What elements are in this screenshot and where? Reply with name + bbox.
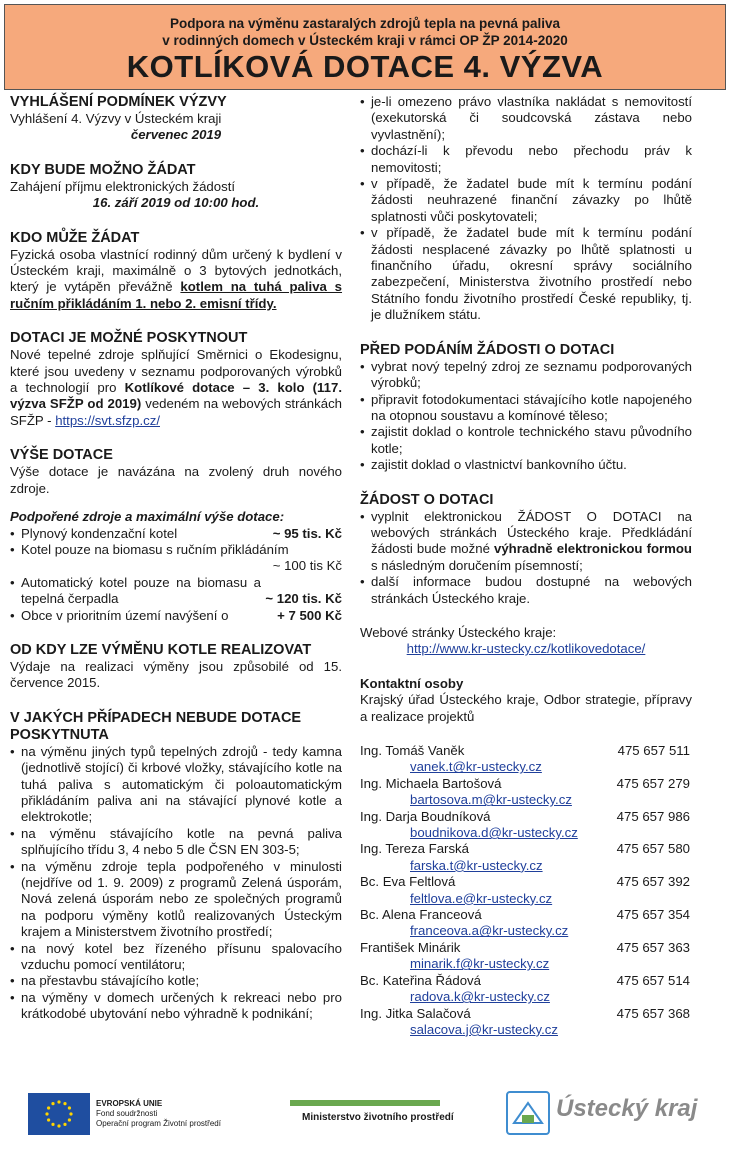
eu-line: EVROPSKÁ UNIE <box>96 1099 163 1108</box>
item-amount: ~ 100 tis Kč <box>272 558 342 574</box>
exclusion-list <box>10 744 342 1023</box>
section-heading: KDY BUDE MOŽNO ŽÁDAT <box>10 161 196 178</box>
header-subtitle-1: Podpora na výměnu zastaralých zdrojů tepla na pevná paliva <box>169 16 561 31</box>
header-subtitle-2: v rodinných domech v Ústeckém kraji v rámci OP ŽP 2014-2020 <box>162 33 568 48</box>
list-item: • na výměnu zdroje tepla podpořeného v minulosti (nejdříve od 1. 9. 2009) z programů Zelená úsporám, Nová zelená úsporám nebo ze společných programů na podporu výměny kotlů realizovaných Ústeckým krajem a Ministerstvem životního prostředí; <box>10 859 342 941</box>
paragraph <box>10 347 342 429</box>
list-item <box>10 575 342 608</box>
web-label: Webové stránky Ústeckého kraje: <box>360 624 557 640</box>
ustecky-kraj-logo-icon <box>506 1091 550 1135</box>
contact-email[interactable]: radova.k@kr-ustecky.cz <box>410 989 550 1005</box>
exclusion-list-continued <box>360 94 692 324</box>
contact-phone: 475 657 368 <box>616 1005 690 1021</box>
contact-phone: 475 657 363 <box>616 939 690 955</box>
section-heading: PŘED PODÁNÍM ŽÁDOSTI O DOTACI <box>360 341 615 358</box>
header-banner <box>4 4 726 90</box>
contact-email[interactable]: vanek.t@kr-ustecky.cz <box>410 759 542 775</box>
contact-phone: 475 657 514 <box>616 972 690 988</box>
text: s následným doručením písemností; <box>371 557 583 573</box>
section-heading: ŽÁDOST O DOTACI <box>360 491 494 508</box>
left-column <box>10 94 342 1023</box>
contacts-org: Krajský úřad Ústeckého kraje, Odbor strategie, přípravy a realizace projektů <box>360 692 692 724</box>
contact-item <box>360 940 692 973</box>
list-item: • vybrat nový tepelný zdroj ze seznamu podporovaných výrobků; <box>360 359 692 392</box>
contact-email[interactable]: salacova.j@kr-ustecky.cz <box>410 1021 558 1037</box>
paragraph <box>10 247 342 313</box>
contact-name: Ing. Michaela Bartošová <box>360 775 502 791</box>
text-bold: kotlem na tuhá paliva s ručním přikládáním 1. nebo 2. emisní třídy. <box>10 279 343 311</box>
eu-logo-text <box>96 1099 221 1129</box>
contact-name: Ing. Jitka Salačová <box>360 1005 471 1021</box>
page-title: KOTLÍKOVÁ DOTACE 4. VÝZVA <box>126 49 604 84</box>
eu-line: Fond soudržnosti <box>96 1109 158 1118</box>
contact-phone: 475 657 986 <box>616 808 690 824</box>
contact-email[interactable]: feltlova.e@kr-ustecky.cz <box>410 890 553 906</box>
date: červenec 2019 <box>130 127 222 143</box>
eu-flag-icon <box>28 1093 90 1135</box>
contact-name: Bc. Kateřina Řádová <box>360 972 481 988</box>
section-heading: OD KDY LZE VÝMĚNU KOTLE REALIZOVAT <box>10 641 312 658</box>
contact-item <box>360 1006 692 1039</box>
section-heading: VÝŠE DOTACE <box>10 447 113 464</box>
list-item: • v případě, že žadatel bude mít k termínu podání žádosti nesplacené závazky po lhůtě splatnosti u finančního úřadu, okresní správy sociálního zabezpečení, Ministerstva životního prostředí nebo Státního fondu životního prostředí České republiky, tj. je dlužníkem státu. <box>360 225 692 323</box>
list-item: • zajistit doklad o kontrole technického stavu původního kotle; <box>360 424 692 457</box>
list-item: • zajistit doklad o vlastnictví bankovního účtu. <box>360 457 692 473</box>
list-item: • další informace budou dostupné na webových stránkách Ústeckého kraje. <box>360 574 692 607</box>
text: Zahájení příjmu elektronických žádostí <box>10 178 236 194</box>
contact-email[interactable]: franceova.a@kr-ustecky.cz <box>410 923 569 939</box>
footer-logos <box>0 1085 730 1145</box>
mzp-logo-bar <box>290 1100 440 1106</box>
section-heading: DOTACI JE MOŽNÉ POSKYTNOUT <box>10 330 248 347</box>
text: Výše dotace je navázána na zvolený druh nového zdroje. <box>10 464 342 496</box>
list-item: • na výměny v domech určených k rekreaci nebo pro krátkodobé ubytování nebo výhradně k podnikání; <box>10 990 342 1023</box>
list-item: • dochází-li k převodu nebo přechodu práv k nemovitosti; <box>360 143 692 176</box>
donation-list <box>10 526 342 624</box>
contact-item <box>360 874 692 907</box>
list-item <box>10 608 342 624</box>
contact-email[interactable]: boudnikova.d@kr-ustecky.cz <box>410 825 578 841</box>
text: Nové tepelné zdroje splňující Směrnici o Ekodesignu, které jsou uvedeny v seznamu podporovaných výrobků a technologií pro <box>10 347 342 396</box>
text: Fyzická osoba vlastnící rodinný dům určený k bydlení v Ústeckém kraji, maximálně o 3 bytových jednotkách, který je vytápěn převážně <box>10 246 342 295</box>
contact-name: Ing. Darja Boudníková <box>360 808 491 824</box>
contact-name: Ing. Tereza Farská <box>360 841 469 857</box>
list-item <box>360 509 692 575</box>
contact-email[interactable]: bartosova.m@kr-ustecky.cz <box>410 792 572 808</box>
item-amount: ~ 95 tis. Kč <box>272 525 342 541</box>
item-label: • Automatický kotel pouze na biomasu a tepelná čerpadla <box>21 574 261 607</box>
contacts-heading: Kontaktní osoby <box>360 675 464 691</box>
kraj-web-link[interactable]: http://www.kr-ustecky.cz/kotlikovedotace/ <box>406 641 646 657</box>
text: Výdaje na realizaci výměny jsou způsobilé od 15. července 2015. <box>10 658 342 691</box>
contact-list <box>360 743 692 1038</box>
contact-item <box>360 907 692 940</box>
item-label: • Obce v prioritním území navýšení o <box>21 607 229 623</box>
item-label: Kotel pouze na biomasu s ručním přikládáním <box>21 541 289 557</box>
subheading: Podpořené zdroje a maximální výše dotace: <box>10 509 285 525</box>
list-item <box>10 542 342 575</box>
list-item: • na výměnu jiných typů tepelných zdrojů - tedy kamna (jednotlivě stojící) či krbové vložky, stávajícího kotle na tuhá paliva s automatickým či poloautomatickým přikládáním paliva ani na stávající plynové kotle a elektrokotle; <box>10 744 342 826</box>
list-item: • na výměnu stávajícího kotle na pevná paliva splňujícího třídu 3, 4 nebo 5 dle ČSN EN 303-5; <box>10 826 342 859</box>
ustecky-kraj-logo-text: Ústecký kraj <box>556 1095 698 1122</box>
sfzp-link[interactable]: https://svt.sfzp.cz/ <box>55 412 160 428</box>
list-item: • na nový kotel bez řízeného přísunu spalovacího vzduchu pomocí ventilátoru; <box>10 941 342 974</box>
list-item <box>10 526 342 542</box>
contact-item <box>360 809 692 842</box>
contact-phone: 475 657 511 <box>617 743 690 758</box>
mzp-logo-text: Ministerstvo životního prostředí <box>302 1112 454 1123</box>
list-item: • je-li omezeno právo vlastníka nakládat s nemovitostí (exekutorská či soudcovská zástava nebo vyvlastnění); <box>360 94 692 143</box>
preparation-list <box>360 359 692 474</box>
contact-name: Bc. Eva Feltlová <box>360 874 456 890</box>
text: Vyhlášení 4. Výzvy v Ústeckém kraji <box>10 111 222 126</box>
section-heading: V JAKÝCH PŘÍPADECH NEBUDE DOTACE POSKYTNUTA <box>10 709 302 743</box>
contact-name: Bc. Alena Franceová <box>360 907 482 923</box>
text: vyplnit elektronickou ŽÁDOST O DOTACI na webových stránkách Ústeckého kraje. Předkládání žádosti bude možné <box>371 508 692 557</box>
contact-email[interactable]: minarik.f@kr-ustecky.cz <box>410 956 550 972</box>
eu-line: Operační program Životní prostředí <box>96 1119 221 1128</box>
item-amount: ~ 120 tis. Kč <box>265 591 342 607</box>
contact-phone: 475 657 580 <box>616 841 690 857</box>
section-heading: VYHLÁŠENÍ PODMÍNEK VÝZVY <box>10 94 227 110</box>
item-label: • Plynový kondenzační kotel <box>21 525 178 541</box>
section-heading: KDO MŮŽE ŽÁDAT <box>10 229 140 246</box>
contact-name: Ing. Tomáš Vaněk <box>360 743 465 758</box>
text-bold: Kotlíkové dotace – 3. kolo (117. výzva SFŽP od 2019) <box>10 380 342 412</box>
contact-item <box>360 973 692 1006</box>
text-bold: výhradně elektronickou formou <box>494 541 692 557</box>
contact-phone: 475 657 392 <box>616 874 690 890</box>
contact-phone: 475 657 354 <box>616 907 690 923</box>
list-item: • v případě, že žadatel bude mít k termínu podání žádosti neuhrazené finanční závazky po lhůtě splatnosti vůči poskytovateli; <box>360 176 692 225</box>
date: 16. září 2019 od 10:00 hod. <box>92 195 260 211</box>
contact-item <box>360 743 692 776</box>
contact-email[interactable]: farska.t@kr-ustecky.cz <box>410 857 543 873</box>
application-list <box>360 509 692 607</box>
contact-phone: 475 657 279 <box>616 775 690 791</box>
list-item: • připravit fotodokumentaci stávajícího kotle napojeného na otopnou soustavu a komínové těleso; <box>360 392 692 425</box>
list-item: • na přestavbu stávajícího kotle; <box>10 973 342 989</box>
item-amount: + 7 500 Kč <box>277 607 342 623</box>
contact-item <box>360 776 692 809</box>
contact-item <box>360 841 692 874</box>
contact-name: František Minárik <box>360 939 461 955</box>
right-column <box>360 94 692 1038</box>
text: vedeném na webových stránkách SFŽP - <box>10 396 342 428</box>
